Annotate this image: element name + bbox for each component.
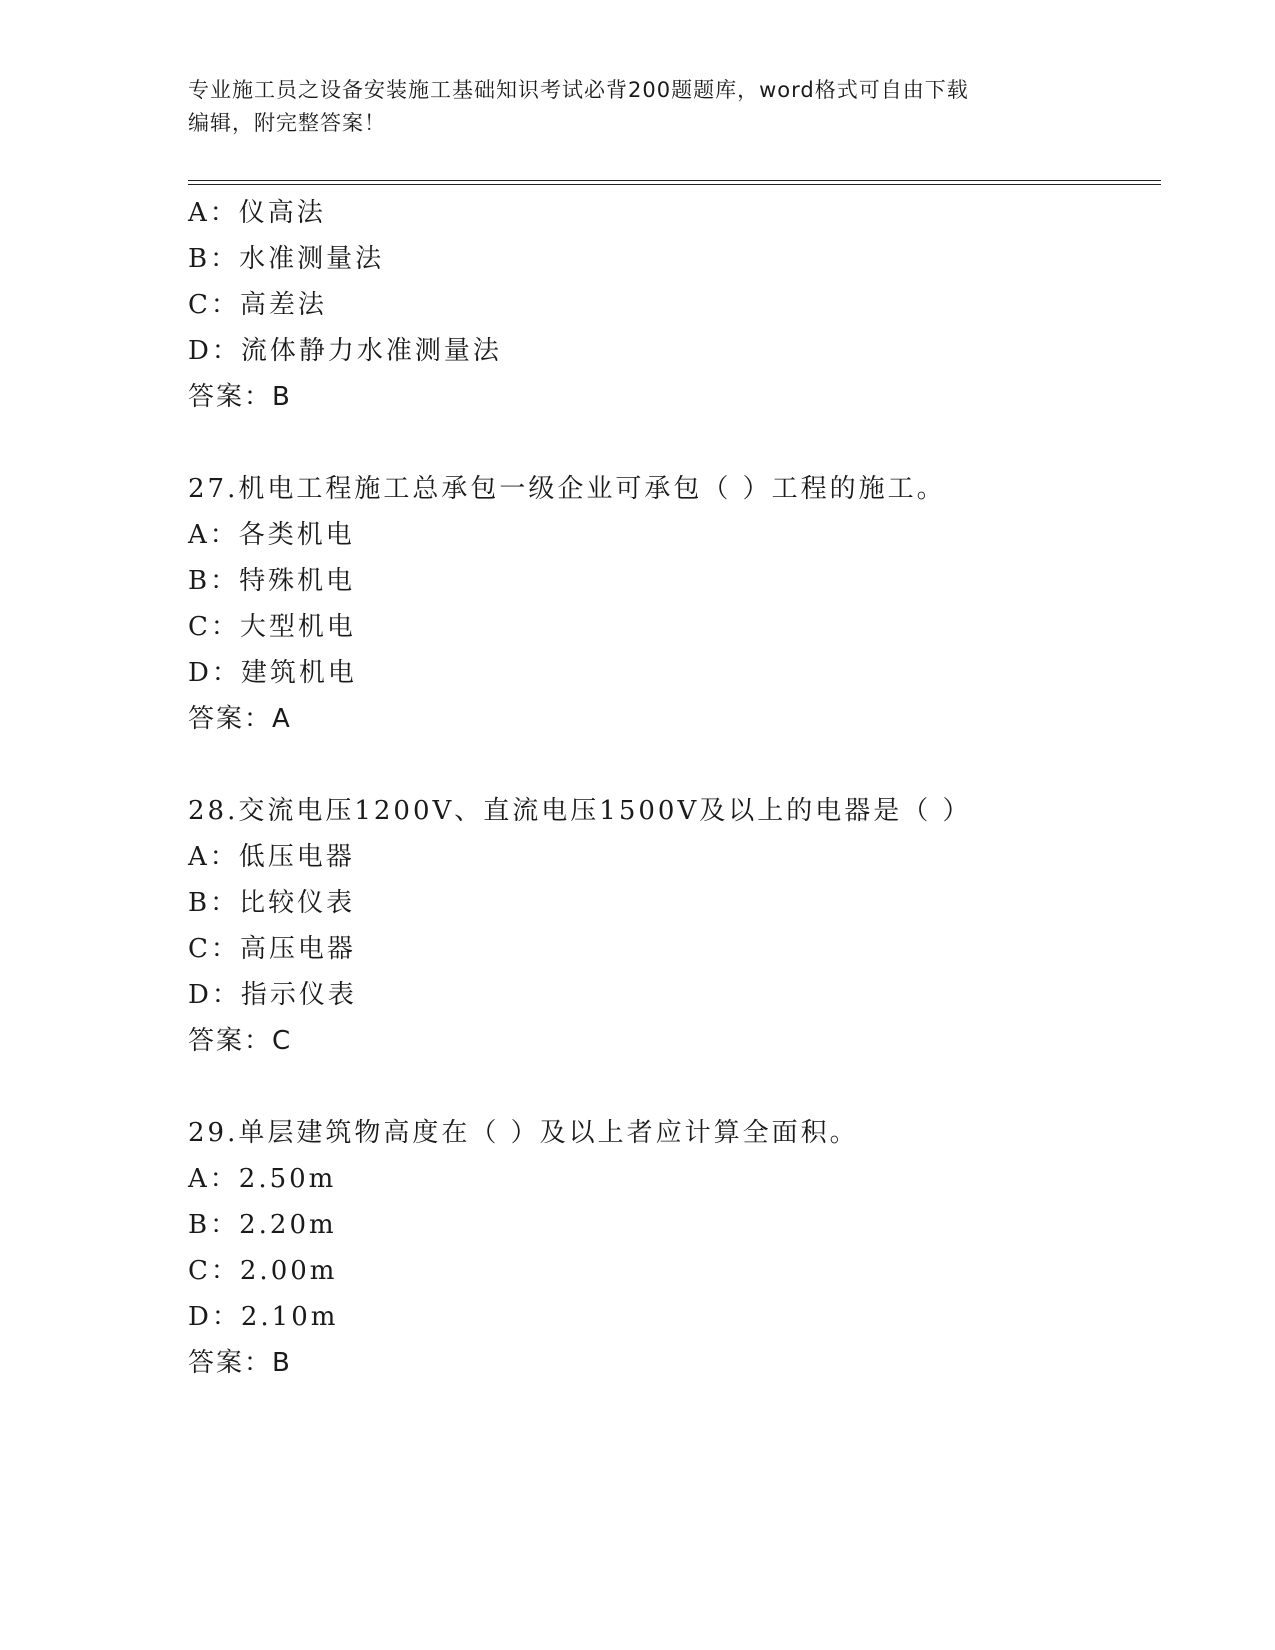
answer-text: 答案：A — [188, 704, 292, 734]
question-text: 27.机电工程施工总承包一级企业可承包（ ）工程的施工。 — [188, 474, 946, 504]
option-a: A：2.50m — [188, 1164, 337, 1194]
answer-text: 答案：B — [188, 1348, 292, 1378]
spacer — [188, 1064, 1161, 1110]
option-c: C：大型机电 — [188, 612, 356, 642]
question-26-block — [188, 190, 1161, 420]
question-text: 29.单层建筑物高度在（ ）及以上者应计算全面积。 — [188, 1118, 859, 1148]
option-c: C：高压电器 — [188, 934, 356, 964]
option-b: B：比较仪表 — [188, 888, 356, 918]
spacer — [188, 420, 1161, 466]
question-28-block — [188, 788, 1161, 1064]
option-c: C：2.00m — [188, 1256, 338, 1286]
option-c: C：高差法 — [188, 290, 327, 320]
question-text: 28.交流电压1200V、直流电压1500V及以上的电器是（ ） — [188, 796, 972, 826]
option-d: D：建筑机电 — [188, 658, 357, 688]
answer-text: 答案：B — [188, 382, 292, 412]
header-line-1: 专业施工员之设备安装施工基础知识考试必背200题题库，word格式可自由下载 — [188, 78, 969, 102]
option-b: B：2.20m — [188, 1210, 337, 1240]
option-b: B：特殊机电 — [188, 566, 356, 596]
option-d: D：流体静力水准测量法 — [188, 336, 502, 366]
spacer — [188, 742, 1161, 788]
option-a: A：各类机电 — [188, 520, 355, 550]
header-divider-bottom — [188, 184, 1161, 185]
option-d: D：2.10m — [188, 1302, 339, 1332]
question-list — [188, 190, 1161, 1386]
option-b: B：水准测量法 — [188, 244, 385, 274]
header-divider-top — [188, 180, 1161, 181]
option-a: A：仪高法 — [188, 198, 326, 228]
question-29-block — [188, 1110, 1161, 1386]
document-header — [188, 74, 1088, 140]
option-a: A：低压电器 — [188, 842, 355, 872]
answer-text: 答案：C — [188, 1026, 293, 1056]
question-27-block — [188, 466, 1161, 742]
header-line-2: 编辑，附完整答案！ — [188, 111, 386, 135]
option-d: D：指示仪表 — [188, 980, 357, 1010]
